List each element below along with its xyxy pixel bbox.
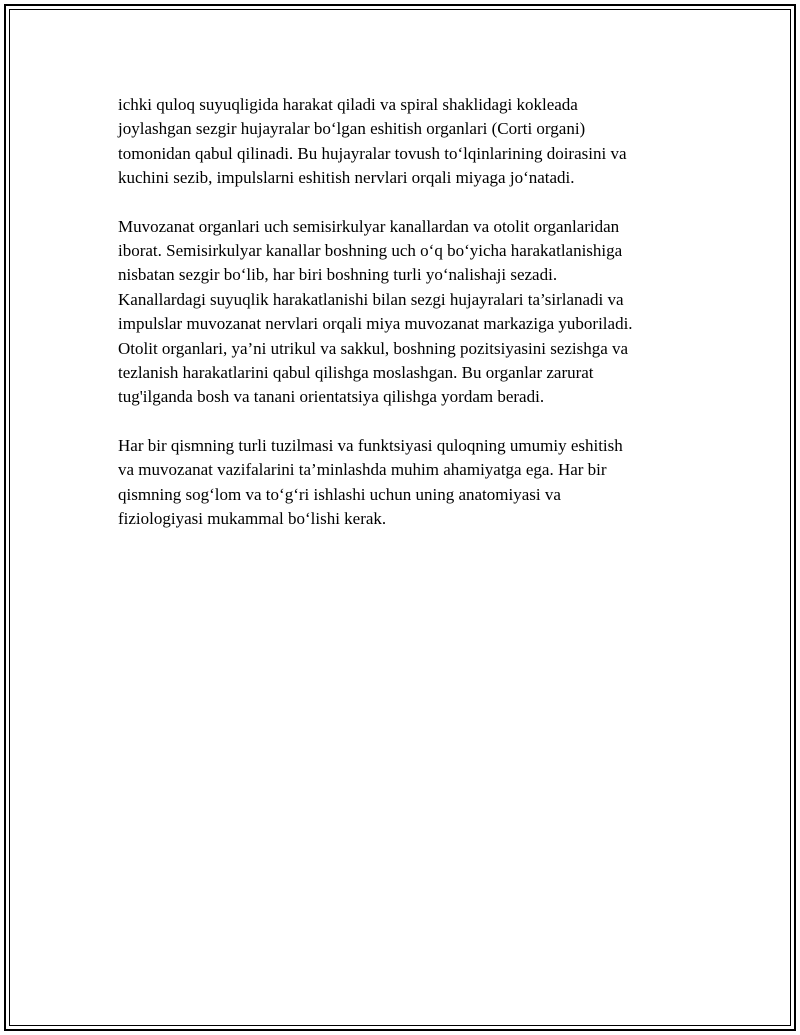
document-body: [118, 93, 683, 556]
text-line: tezlanish harakatlarini qabul qilishga moslashgan. Bu organlar zarurat: [118, 363, 594, 383]
text-line: nisbatan sezgir bo‘lib, har biri boshning turli yo‘nalishaji sezadi.: [118, 265, 558, 285]
text-line: qismning sog‘lom va to‘g‘ri ishlashi uchun uning anatomiyasi va: [118, 484, 561, 504]
text-line: fiziologiyasi mukammal bo‘lishi kerak.: [118, 509, 387, 529]
text-line: Otolit organlari, ya’ni utrikul va sakkul, boshning pozitsiyasini sezishga va: [118, 338, 629, 358]
text-line: va muvozanat vazifalarini ta’minlashda muhim ahamiyatga ega. Har bir: [118, 460, 607, 480]
text-line: tomonidan qabul qilinadi. Bu hujayralar tovush to‘lqinlarining doirasini va: [118, 143, 627, 163]
text-line: Muvozanat organlari uch semisirkulyar kanallardan va otolit organlaridan: [118, 216, 620, 236]
text-line: joylashgan sezgir hujayralar bo‘lgan eshitish organlari (Corti organi): [118, 119, 586, 139]
text-line: tug'ilganda bosh va tanani orientatsiya qilishga yordam beradi.: [118, 387, 545, 407]
text-line: iborat. Semisirkulyar kanallar boshning uch o‘q bo‘yicha harakatlanishiga: [118, 241, 623, 261]
paragraph-summary: [118, 434, 683, 532]
text-line: kuchini sezib, impulslarni eshitish nervlari orqali miyaga jo‘natadi.: [118, 168, 575, 188]
text-line: ichki quloq suyuqligida harakat qiladi va spiral shaklidagi kokleada: [118, 95, 578, 114]
paragraph-balance-organs: [118, 215, 683, 410]
paragraph-hearing: [118, 93, 683, 191]
text-line: impulslar muvozanat nervlari orqali miya muvozanat markaziga yuboriladi.: [118, 314, 633, 334]
text-line: Kanallardagi suyuqlik harakatlanishi bilan sezgi hujayralari ta’sirlanadi va: [118, 289, 624, 309]
text-line: Har bir qismning turli tuzilmasi va funktsiyasi quloqning umumiy eshitish: [118, 435, 623, 455]
